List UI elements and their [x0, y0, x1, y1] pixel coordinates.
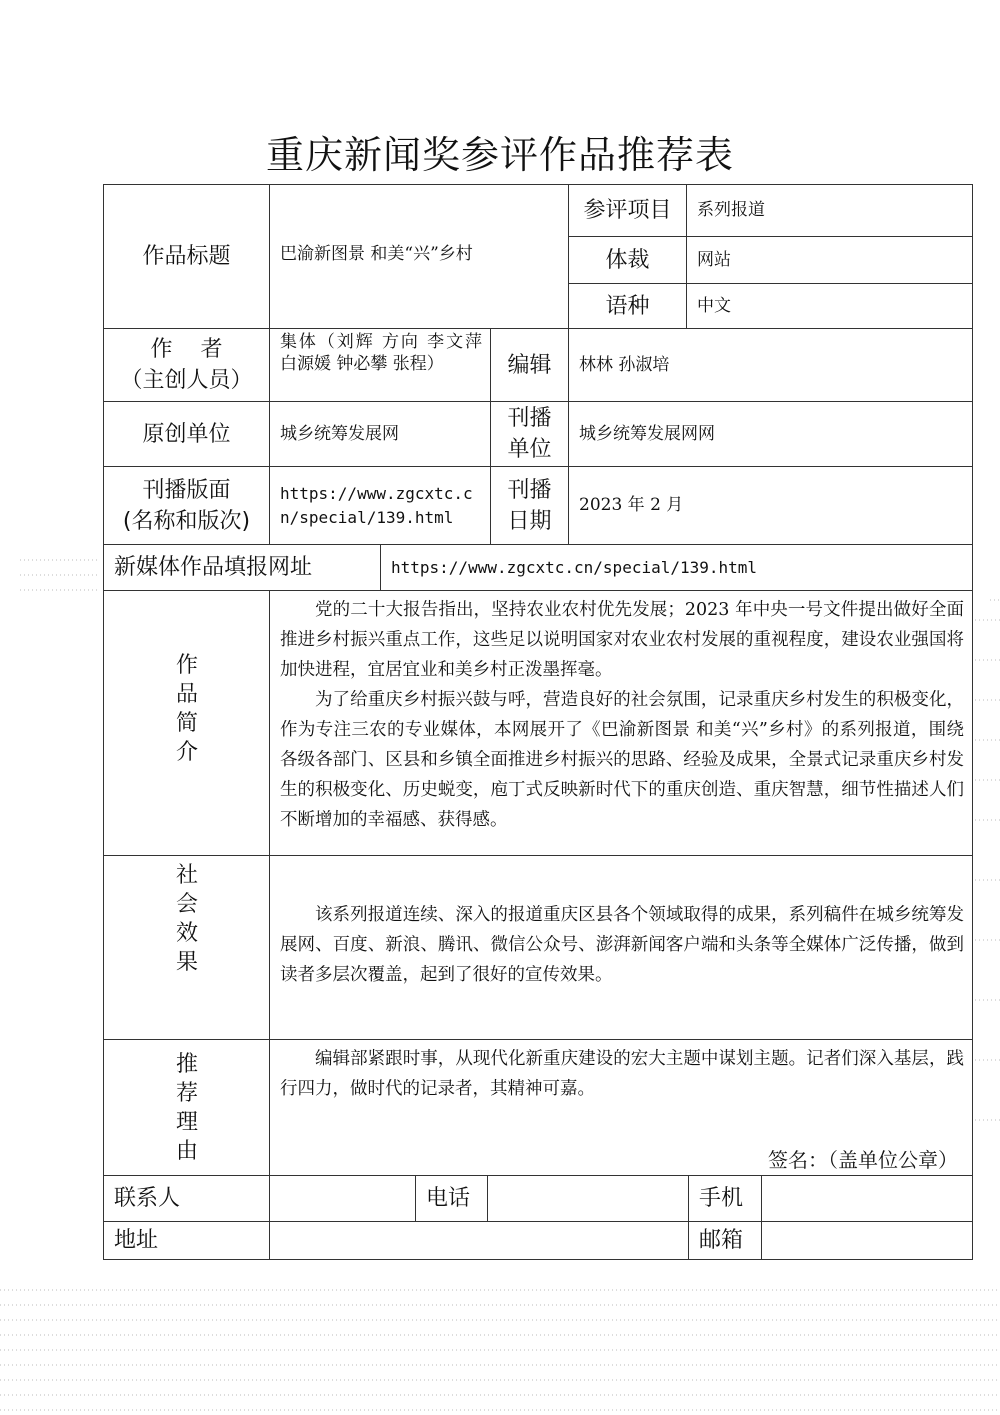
contact-label-cell: [103, 1175, 270, 1222]
editor-label-cell: [490, 328, 569, 402]
effect-paragraph: 该系列报道连续、深入的报道重庆区县各个领域取得的成果，系列稿件在城乡统筹发展网、百度、新浪、腾讯、微信公众号、澎湃新闻客户端和头条等全媒体广泛传播，做到读者多层次覆盖，起到了很好的宣传效果。: [280, 905, 964, 985]
category-value-cell: [686, 184, 973, 237]
page-title: 重庆新闻奖参评作品推荐表: [265, 133, 734, 177]
signature-line: 签名：（盖单位公章）: [768, 1148, 958, 1172]
newmedia-url-value-cell: [380, 544, 973, 591]
phone-value-cell[interactable]: [487, 1175, 689, 1222]
author-value-cell: [269, 328, 491, 402]
editor-value-cell: [568, 328, 973, 402]
address-label-cell: [103, 1221, 270, 1260]
origin-unit-label: 原创单位: [142, 421, 231, 447]
mobile-label-cell: [688, 1175, 762, 1222]
publish-unit-label-cell: [490, 401, 569, 467]
reason-label: 推 荐 理 由: [175, 1052, 198, 1164]
publish-unit-value-cell: [568, 401, 973, 467]
language-value-cell: [686, 283, 973, 329]
contact-label: 联系人: [114, 1186, 181, 1211]
phone-label: 电话: [426, 1186, 471, 1211]
publish-unit-value: 城乡统筹发展网网: [579, 423, 715, 444]
intro-text-cell: [269, 590, 973, 856]
author-value: 集体（刘辉 方向 李文萍 白源媛 钟必攀 张程）: [280, 332, 482, 374]
author-label-line2: （主创人员）: [120, 368, 253, 393]
address-value-cell[interactable]: [269, 1221, 689, 1260]
author-label-line1: 作 者: [150, 337, 223, 362]
newmedia-url-label: 新媒体作品填报网址: [114, 555, 313, 580]
work-title-value: 巴渝新图景 和美“兴”乡村: [280, 244, 473, 264]
publish-page-value: https://www.zgcxtc.cn/special/139.html: [280, 483, 473, 527]
publish-unit-label: 刊播单位: [507, 406, 552, 462]
language-label-cell: [568, 283, 687, 329]
work-title-value-cell: [269, 184, 569, 329]
language-value: 中文: [697, 295, 731, 316]
intro-label: 作 品 简 介: [175, 653, 198, 765]
intro-paragraph-1: 党的二十大报告指出，坚持农业农村优先发展；2023 年中央一号文件提出做好全面推进乡村振兴重点工作，这些足以说明国家对农业农村发展的重视程度，建设农业强国将加快进程，宜居宜业和美乡村正泼墨挥毫。: [280, 600, 964, 680]
email-label-cell: [688, 1221, 762, 1260]
effect-label-cell: [103, 855, 270, 1040]
genre-label-cell: [568, 236, 687, 284]
publish-date-value: 2023 年 2 月: [579, 495, 684, 515]
genre-value: 网站: [697, 249, 731, 270]
editor-label: 编辑: [507, 352, 552, 378]
address-label: 地址: [114, 1228, 159, 1253]
intro-label-cell: [103, 590, 270, 856]
publish-date-value-cell: [568, 466, 973, 545]
work-title-label: 作品标题: [142, 244, 231, 269]
email-value-cell[interactable]: [761, 1221, 973, 1260]
category-label: 参评项目: [583, 198, 672, 223]
publish-date-label: 刊播日期: [507, 477, 552, 534]
category-value: 系列报道: [697, 200, 765, 220]
email-label: 邮箱: [699, 1228, 744, 1253]
author-label-cell: [103, 328, 270, 402]
origin-unit-value-cell: [269, 401, 491, 467]
effect-label: 社 会 效 果: [175, 863, 198, 975]
intro-paragraph-2: 为了给重庆乡村振兴鼓与呼，营造良好的社会氛围，记录重庆乡村发生的积极变化，作为专注三农的专业媒体，本网展开了《巴渝新图景 和美“兴”乡村》的系列报道，围绕各级各部门、区县和乡镇全面推进乡村振兴的思路、经验及成果，全景式记录重庆乡村发生的积极变化、历史蜕变，庖丁式反映新时代下的重庆创造、重庆智慧，细节性描述人们不断增加的幸福感、获得感。: [280, 690, 964, 830]
genre-value-cell: [686, 236, 973, 284]
mobile-label: 手机: [699, 1186, 744, 1211]
effect-text-cell: [269, 855, 973, 1040]
publish-page-label-line2: (名称和版次): [122, 508, 251, 534]
publish-page-label-line1: 刊播版面: [142, 477, 231, 503]
newmedia-url-label-cell: [103, 544, 381, 591]
publish-page-label-cell: [103, 466, 270, 545]
contact-value-cell[interactable]: [269, 1175, 416, 1222]
editor-value: 林林 孙淑培: [579, 354, 670, 375]
reason-text-cell: [269, 1039, 973, 1176]
category-label-cell: [568, 184, 687, 237]
newmedia-url-value: https://www.zgcxtc.cn/special/139.html: [391, 558, 758, 577]
work-title-label-cell: [103, 184, 270, 329]
publish-date-label-cell: [490, 466, 569, 545]
genre-label: 体裁: [605, 247, 650, 273]
phone-label-cell: [415, 1175, 488, 1222]
origin-unit-label-cell: [103, 401, 270, 467]
mobile-value-cell[interactable]: [761, 1175, 973, 1222]
publish-page-value-cell: [269, 466, 491, 545]
origin-unit-value: 城乡统筹发展网: [280, 423, 399, 444]
language-label: 语种: [605, 293, 650, 319]
reason-label-cell: [103, 1039, 270, 1176]
reason-paragraph: 编辑部紧跟时事，从现代化新重庆建设的宏大主题中谋划主题。记者们深入基层，践行四力，做时代的记录者，其精神可嘉。: [280, 1049, 964, 1099]
